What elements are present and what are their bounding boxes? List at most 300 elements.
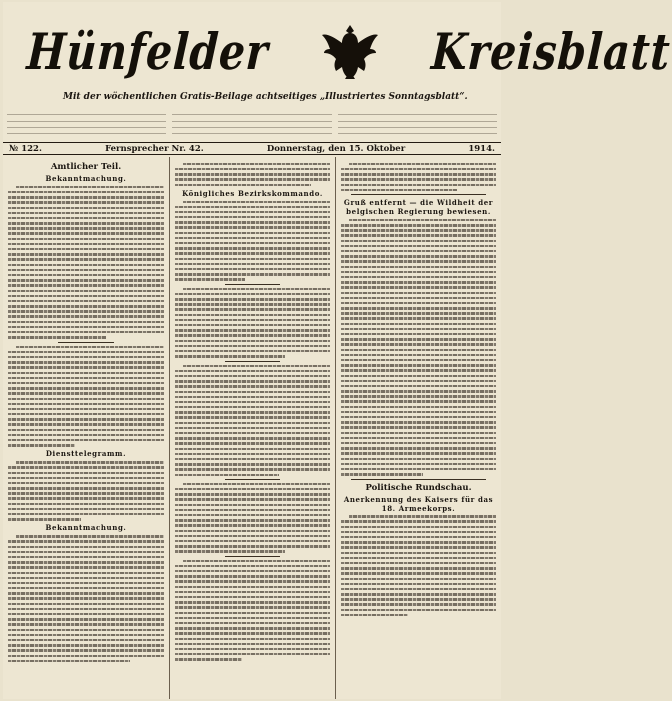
text-line	[8, 258, 164, 260]
text-line	[175, 308, 330, 310]
text-line	[8, 608, 164, 610]
text-line	[341, 168, 496, 170]
article-body	[175, 365, 330, 476]
text-line	[341, 281, 496, 283]
text-line	[8, 310, 164, 312]
text-line	[8, 413, 164, 415]
article-body	[8, 461, 164, 520]
text-line	[341, 178, 496, 180]
text-line	[341, 276, 496, 278]
text-line	[341, 380, 496, 382]
text-line	[175, 474, 279, 476]
text-line	[8, 513, 164, 515]
text-line	[175, 303, 330, 305]
text-line	[8, 582, 164, 584]
text-line	[175, 314, 330, 316]
text-line	[175, 493, 330, 495]
section-subheading-announcement-2: Bekanntmachung.	[45, 523, 127, 533]
article-body	[175, 483, 330, 553]
text-line	[341, 343, 496, 345]
text-line	[341, 578, 496, 580]
text-line	[8, 618, 164, 620]
text-line	[8, 284, 164, 286]
text-line	[8, 508, 164, 510]
text-line	[341, 452, 496, 454]
text-line	[341, 333, 496, 335]
columns	[3, 157, 501, 699]
text-line	[8, 444, 75, 446]
text-line	[175, 524, 330, 526]
text-line	[8, 556, 164, 558]
article-body	[8, 346, 164, 447]
text-line	[8, 300, 164, 302]
text-line	[175, 340, 330, 342]
text-line	[175, 545, 330, 547]
text-line	[175, 550, 285, 552]
text-line	[341, 369, 496, 371]
text-line	[175, 350, 330, 352]
text-line	[8, 403, 164, 405]
text-line	[8, 201, 164, 203]
text-line	[8, 295, 164, 297]
text-line	[175, 448, 330, 450]
article-body	[175, 163, 330, 186]
text-line	[175, 586, 330, 588]
text-line	[8, 572, 164, 574]
text-line	[8, 623, 164, 625]
text-line	[175, 184, 311, 186]
text-line	[175, 488, 330, 490]
text-line	[8, 290, 164, 292]
article-body	[175, 288, 330, 358]
text-line	[175, 216, 330, 218]
text-line	[175, 422, 330, 424]
text-line	[341, 395, 496, 397]
text-line	[8, 305, 164, 307]
text-line	[8, 217, 164, 219]
text-line	[175, 612, 330, 614]
section-heading-official: Amtlicher Teil.	[50, 162, 122, 172]
text-line	[341, 286, 496, 288]
text-line	[8, 392, 164, 394]
section-subheading-belgian-government: Gruß entfernt — die Wildheit der belgischen Regierung bewiesen.	[343, 198, 494, 217]
text-line	[175, 468, 330, 470]
text-line	[175, 498, 330, 500]
text-line	[8, 398, 164, 400]
text-line	[175, 268, 330, 270]
text-line	[341, 349, 496, 351]
text-line	[341, 250, 496, 252]
text-line	[8, 429, 164, 431]
text-line	[8, 423, 164, 425]
text-line	[341, 473, 423, 475]
text-line	[341, 557, 496, 559]
text-line	[341, 458, 496, 460]
divider	[225, 479, 280, 480]
text-line	[175, 627, 330, 629]
text-line	[349, 219, 496, 221]
text-line	[175, 653, 330, 655]
text-line	[175, 437, 330, 439]
text-line	[341, 567, 496, 569]
text-line	[341, 442, 496, 444]
article-body	[175, 560, 330, 661]
text-line	[341, 400, 496, 402]
text-line	[16, 461, 164, 463]
text-line	[341, 416, 496, 418]
text-line	[175, 319, 330, 321]
text-line	[8, 649, 164, 651]
text-line	[183, 163, 330, 165]
text-line	[175, 580, 330, 582]
text-line	[8, 382, 164, 384]
text-line	[175, 401, 330, 403]
text-line	[16, 346, 164, 348]
text-line	[8, 597, 164, 599]
text-line	[341, 421, 496, 423]
text-line	[8, 212, 164, 214]
text-line	[8, 253, 164, 255]
text-line	[175, 643, 330, 645]
text-line	[175, 406, 330, 408]
text-line	[8, 196, 164, 198]
text-line	[349, 163, 496, 165]
column-3	[335, 157, 501, 699]
text-line	[341, 189, 457, 191]
text-line	[341, 328, 496, 330]
newspaper-title-left: Hünfelder	[25, 22, 271, 81]
text-line	[175, 519, 330, 521]
text-line	[175, 221, 330, 223]
text-line	[341, 323, 496, 325]
text-line	[8, 232, 164, 234]
text-line	[183, 288, 330, 290]
text-line	[175, 596, 330, 598]
text-line	[8, 227, 164, 229]
text-line	[175, 530, 330, 532]
text-line	[341, 224, 496, 226]
text-line	[175, 504, 330, 506]
article-body	[341, 515, 496, 616]
text-line	[8, 477, 164, 479]
text-line	[8, 639, 164, 641]
info-block-publishing	[7, 110, 166, 140]
text-line	[8, 603, 164, 605]
text-line	[341, 292, 496, 294]
text-line	[341, 598, 496, 600]
text-line	[8, 497, 164, 499]
article-body	[8, 535, 164, 662]
text-line	[341, 562, 496, 564]
text-line	[8, 439, 164, 441]
text-line	[175, 232, 330, 234]
text-line	[341, 609, 496, 611]
text-line	[175, 535, 330, 537]
text-line	[349, 515, 496, 517]
text-line	[175, 575, 330, 577]
text-line	[341, 338, 496, 340]
text-line	[8, 356, 164, 358]
text-line	[341, 583, 496, 585]
text-line	[8, 351, 164, 353]
text-line	[8, 361, 164, 363]
section-subheading-telegram: Diensttelegramm.	[45, 449, 127, 459]
text-line	[175, 570, 330, 572]
text-line	[341, 432, 496, 434]
text-line	[175, 648, 330, 650]
text-line	[8, 492, 164, 494]
text-line	[175, 324, 330, 326]
text-line	[8, 321, 164, 323]
text-line	[8, 566, 164, 568]
text-line	[341, 240, 496, 242]
text-line	[8, 587, 164, 589]
text-line	[175, 355, 285, 357]
text-line	[8, 315, 164, 317]
info-block-advertising	[338, 110, 497, 140]
text-line	[341, 266, 496, 268]
column-2	[169, 157, 335, 699]
text-line	[175, 432, 330, 434]
divider	[58, 342, 114, 343]
text-line	[175, 242, 330, 244]
text-line	[341, 406, 496, 408]
section-subheading-announcement: Bekanntmachung.	[45, 174, 127, 183]
text-line	[341, 312, 496, 314]
text-line	[8, 331, 164, 333]
text-line	[175, 591, 330, 593]
text-line	[175, 247, 330, 249]
text-line	[175, 298, 330, 300]
subscription-info-row	[7, 110, 497, 140]
text-line	[183, 201, 330, 203]
text-line	[175, 458, 330, 460]
text-line	[8, 561, 164, 563]
text-line	[8, 551, 164, 553]
text-line	[8, 366, 164, 368]
text-line	[341, 520, 496, 522]
newspaper-title-right: Kreisblatt	[430, 22, 672, 81]
text-line	[175, 540, 330, 542]
text-line	[175, 380, 330, 382]
text-line	[341, 260, 496, 262]
text-line	[175, 453, 330, 455]
text-line	[8, 466, 164, 468]
text-line	[175, 514, 330, 516]
text-line	[175, 375, 330, 377]
text-line	[341, 375, 496, 377]
issue-number: № 122.	[9, 143, 42, 154]
newspaper-page	[3, 2, 672, 699]
text-line	[175, 252, 330, 254]
article-body	[341, 219, 496, 476]
text-line	[341, 426, 496, 428]
text-line	[341, 447, 496, 449]
text-line	[341, 317, 496, 319]
text-line	[341, 531, 496, 533]
text-line	[175, 509, 330, 511]
text-line	[175, 178, 330, 180]
text-line	[175, 173, 330, 175]
text-line	[341, 354, 496, 356]
text-line	[8, 434, 164, 436]
section-heading-political-review: Politische Rundschau.	[365, 482, 472, 493]
text-line	[183, 365, 330, 367]
text-line	[175, 416, 330, 418]
article-body	[8, 186, 164, 339]
text-line	[341, 364, 496, 366]
text-line	[8, 408, 164, 410]
text-line	[8, 487, 164, 489]
text-line	[175, 601, 330, 603]
text-line	[175, 334, 330, 336]
text-line	[341, 271, 496, 273]
text-line	[341, 173, 496, 175]
text-line	[341, 603, 496, 605]
text-line	[341, 526, 496, 528]
text-line	[341, 411, 496, 413]
subtitle: Mit der wöchentlichen Gratis-Beilage achtseitiges „Illustriertes Sonntagsblatt“.	[63, 92, 468, 102]
text-line	[341, 184, 496, 186]
text-line	[8, 243, 164, 245]
text-line	[8, 326, 164, 328]
text-line	[341, 541, 496, 543]
text-line	[341, 468, 496, 470]
text-line	[8, 387, 164, 389]
text-line	[175, 226, 330, 228]
text-line	[8, 644, 164, 646]
text-line	[8, 482, 164, 484]
text-line	[8, 472, 164, 474]
text-line	[175, 622, 330, 624]
text-line	[175, 632, 330, 634]
text-line	[8, 248, 164, 250]
text-line	[341, 385, 496, 387]
text-line	[8, 238, 164, 240]
text-line	[341, 390, 496, 392]
text-line	[341, 572, 496, 574]
text-line	[8, 418, 164, 420]
text-line	[16, 186, 164, 188]
text-line	[341, 359, 496, 361]
text-line	[8, 264, 164, 266]
text-line	[175, 463, 330, 465]
dateline	[3, 142, 501, 155]
text-line	[8, 546, 164, 548]
text-line	[341, 255, 496, 257]
text-line	[175, 442, 330, 444]
text-line	[341, 245, 496, 247]
text-line	[175, 258, 330, 260]
text-line	[175, 385, 330, 387]
text-line	[175, 638, 330, 640]
text-line	[341, 229, 496, 231]
text-line	[8, 207, 164, 209]
text-line	[8, 655, 164, 657]
text-line	[8, 629, 164, 631]
text-line	[341, 302, 496, 304]
text-line	[175, 293, 330, 295]
text-line	[341, 234, 496, 236]
text-line	[175, 273, 330, 275]
divider	[225, 361, 280, 362]
text-line	[175, 345, 330, 347]
text-line	[175, 411, 330, 413]
eagle-crest-icon	[321, 19, 379, 85]
text-line	[8, 279, 164, 281]
text-line	[8, 577, 164, 579]
text-line	[341, 546, 496, 548]
text-line	[183, 483, 330, 485]
article-body	[175, 201, 330, 281]
phone-number: Fernsprecher Nr. 42.	[105, 143, 204, 154]
text-line	[8, 540, 164, 542]
text-line	[8, 634, 164, 636]
text-line	[183, 560, 330, 562]
text-line	[8, 269, 164, 271]
text-line	[16, 535, 164, 537]
text-line	[341, 614, 408, 616]
issue-date: Donnerstag, den 15. Oktober	[266, 143, 406, 154]
text-line	[8, 660, 130, 662]
divider	[351, 194, 486, 195]
text-line	[8, 336, 106, 338]
text-line	[8, 592, 164, 594]
text-line	[341, 437, 496, 439]
text-line	[341, 297, 496, 299]
text-line	[341, 552, 496, 554]
divider	[225, 556, 280, 557]
text-line	[341, 463, 496, 465]
divider	[225, 284, 280, 285]
text-line	[175, 329, 330, 331]
text-line	[8, 372, 164, 374]
section-subheading-district-command: Königliches Bezirkskommando.	[182, 188, 323, 198]
text-line	[341, 307, 496, 309]
text-line	[175, 658, 242, 660]
text-line	[8, 503, 164, 505]
text-line	[341, 536, 496, 538]
text-line	[8, 377, 164, 379]
text-line	[341, 593, 496, 595]
text-line	[341, 588, 496, 590]
text-line	[175, 606, 330, 608]
article-body	[341, 163, 496, 191]
text-line	[8, 518, 81, 520]
info-block-subscription	[172, 110, 331, 140]
text-line	[175, 370, 330, 372]
text-line	[8, 191, 164, 193]
section-subheading-kaiser-recognition: Anerkennung des Kaisers für das 18. Armeekorps.	[343, 494, 494, 513]
text-line	[8, 613, 164, 615]
text-line	[175, 206, 330, 208]
text-line	[175, 427, 330, 429]
text-line	[175, 617, 330, 619]
text-line	[175, 168, 330, 170]
text-line	[8, 274, 164, 276]
text-line	[175, 565, 330, 567]
issue-year: 1914.	[468, 143, 495, 154]
text-line	[175, 211, 330, 213]
text-line	[8, 222, 164, 224]
text-line	[175, 263, 330, 265]
title-row	[25, 16, 672, 88]
masthead	[3, 2, 672, 154]
text-line	[175, 237, 330, 239]
text-line	[175, 396, 330, 398]
text-line	[175, 391, 330, 393]
divider	[351, 479, 486, 480]
